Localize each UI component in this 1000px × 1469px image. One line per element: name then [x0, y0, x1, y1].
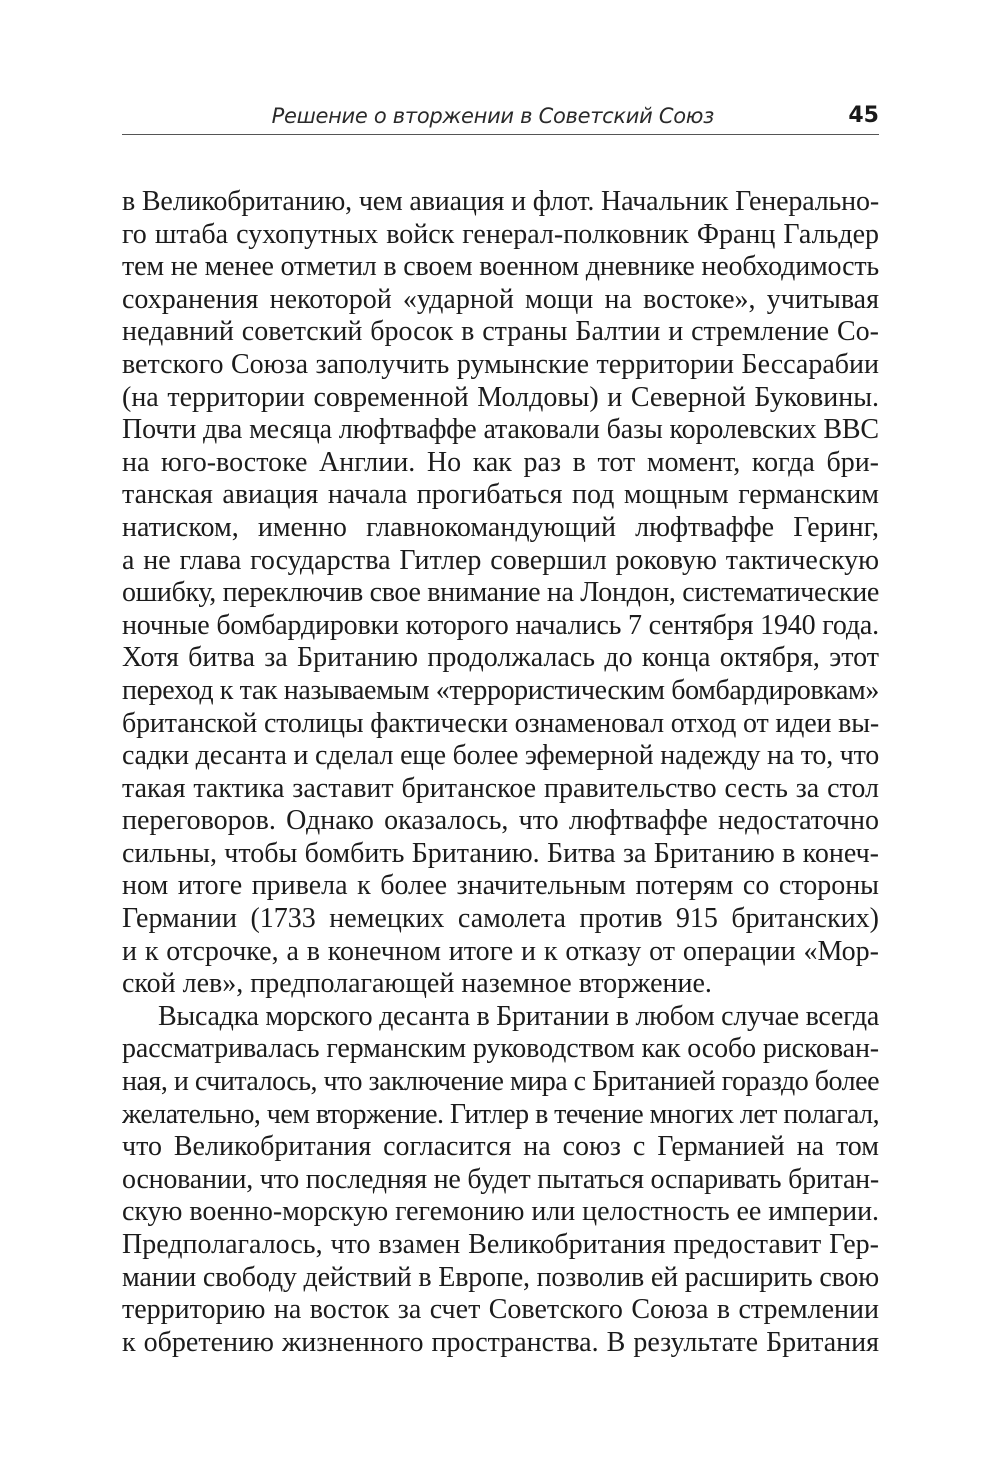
text-line: мании свободу действий в Европе, позволив ей расширить свою [122, 1261, 879, 1293]
text-line: танская авиация начала прогибаться под мощным германским [122, 479, 879, 511]
text-line: ном итоге привела к более значительным потерям со стороны [122, 870, 879, 902]
text-line: переход к так называемым «террористическим бомбардировкам» [122, 674, 879, 706]
body-text [122, 186, 879, 1359]
text-line: сильны, чтобы бомбить Британию. Битва за Британию в конеч- [122, 837, 879, 869]
text-line: рассматривалась германским руководством как особо рискован- [122, 1033, 879, 1065]
text-line: скую военно-морскую гегемонию или целостность ее империи. [122, 1196, 879, 1228]
text-line: Почти два месяца люфтваффе атаковали базы королевских ВВС [122, 414, 879, 446]
text-line: основании, что последняя не будет пытаться оспаривать британ- [122, 1163, 879, 1195]
text-line: британской столицы фактически ознаменовал отход от идеи вы- [122, 707, 879, 739]
text-line: такая тактика заставит британское правительство сесть за стол [122, 772, 879, 804]
text-line: Германии (1733 немецких самолета против 915 британских) [122, 903, 879, 935]
text-line: ской лев», предполагающей наземное вторжение. [122, 968, 712, 1000]
running-header [122, 104, 879, 136]
paragraph-2 [122, 1001, 879, 1360]
text-line: территорию на восток за счет Советского Союза в стремлении [122, 1294, 879, 1326]
header-rule [122, 134, 879, 135]
text-line: ветского Союза заполучить румынские территории Бессарабии [122, 348, 879, 380]
text-line: Предполагалось, что взамен Великобритания предоставит Гер- [122, 1229, 879, 1260]
text-line: желательно, чем вторжение. Гитлер в течение многих лет полагал, [122, 1098, 879, 1130]
text-line: а не глава государства Гитлер совершил роковую тактическую [122, 544, 879, 576]
text-line: ошибку, переключив свое внимание на Лондон, систематические [122, 577, 879, 609]
text-line: и к отсрочке, а в конечном итоге и к отказу от операции «Мор- [122, 935, 879, 967]
text-line: го штаба сухопутных войск генерал-полковник Франц Гальдер [122, 218, 879, 250]
page-number: 45 [848, 103, 879, 128]
text-line: что Великобритания согласится на союз с Германией на том [122, 1131, 879, 1163]
text-line: садки десанта и сделал еще более эфемерной надежду на то, что [122, 740, 879, 772]
text-line: Хотя битва за Британию продолжалась до конца октября, этот [122, 642, 879, 674]
text-line: в Великобританию, чем авиация и флот. Начальник Генерально- [122, 186, 879, 217]
text-line: на юго-востоке Англии. Но как раз в тот момент, когда бри- [122, 446, 879, 478]
text-line: недавний советский бросок в страны Балтии и стремление Со- [122, 316, 879, 348]
text-line: к обретению жизненного пространства. В результате Британия [122, 1326, 879, 1358]
text-line: Высадка морского десанта в Британии в любом случае всегда [158, 1000, 879, 1032]
text-line: натиском, именно главнокомандующий люфтваффе Геринг, [122, 511, 879, 543]
text-line: сохранения некоторой «ударной мощи на востоке», учитывая [122, 283, 879, 315]
paragraph-1 [122, 186, 879, 1001]
text-line: переговоров. Однако оказалось, что люфтваффе недостаточно [122, 805, 879, 837]
text-line: ная, и считалось, что заключение мира с Британией гораздо более [122, 1066, 879, 1098]
running-header-title: Решение о вторжении в Советский Союз [271, 104, 714, 128]
text-line: тем не менее отметил в своем военном дневнике необходимость [122, 251, 879, 283]
text-line: (на территории современной Молдовы) и Северной Буковины. [122, 381, 879, 413]
text-line: ночные бомбардировки которого начались 7 сентября 1940 года. [122, 609, 879, 641]
